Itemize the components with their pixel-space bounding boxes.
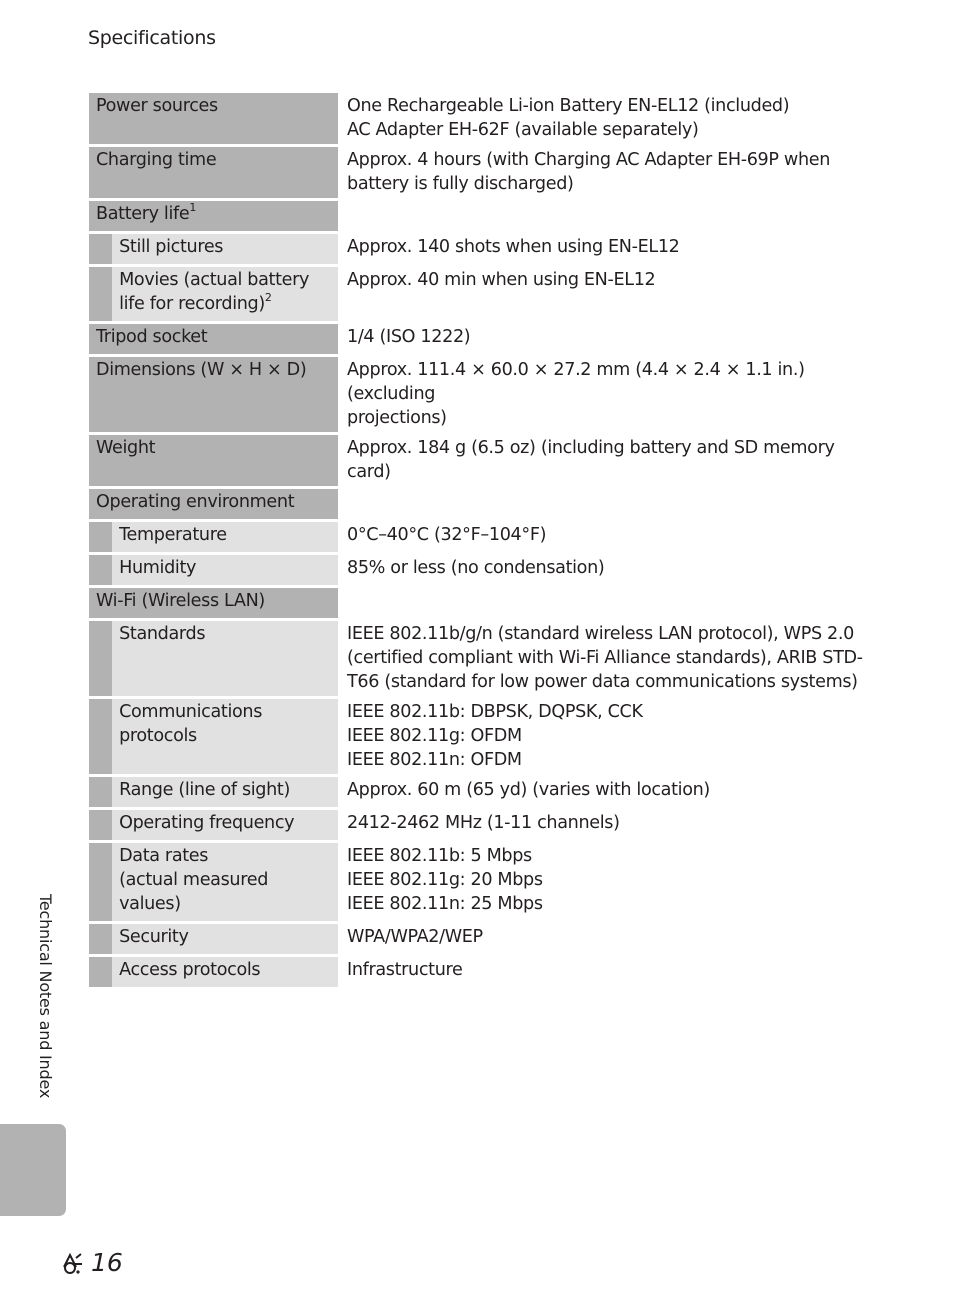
spec-value [347, 522, 875, 555]
spec-subrow-security [89, 924, 875, 957]
spec-value [347, 324, 875, 357]
spec-value [347, 777, 875, 810]
spec-value-line: IEEE 802.11b/g/n (standard wireless LAN protocol), WPS 2.0 [347, 624, 854, 644]
spec-subrow-operating-frequency [89, 810, 875, 843]
footnote-marker: 1 [189, 201, 196, 215]
spec-sublabel: Access protocols [112, 957, 338, 987]
spec-value-line: Approx. 60 m (65 yd) (varies with location) [347, 780, 710, 800]
spec-value [347, 924, 875, 957]
spec-value-line: IEEE 802.11g: 20 Mbps [347, 870, 543, 890]
spec-value-line: IEEE 802.11g: OFDM [347, 726, 522, 746]
spec-sublabel: Security [112, 924, 338, 957]
spec-label: Battery life$^1$ [89, 201, 338, 234]
spec-label: Charging time [89, 147, 338, 201]
spec-sublabel: Still pictures [112, 234, 338, 267]
spec-value [347, 843, 875, 924]
spec-value-line: One Rechargeable Li-ion Battery EN-EL12 (included) [347, 96, 790, 116]
spec-label: Dimensions (W × H × D) [89, 357, 338, 435]
spec-value-line: Approx. 40 min when using EN-EL12 [347, 270, 656, 290]
spec-value-line: 1/4 (ISO 1222) [347, 327, 471, 347]
spec-value [347, 555, 875, 588]
spec-row-weight [89, 435, 875, 489]
spec-label: Wi-Fi (Wireless LAN) [89, 588, 338, 621]
spec-sublabel: Data rates (actual measured values) [112, 843, 338, 924]
spec-subrow-data-rates [89, 843, 875, 924]
spec-subrow-movies [89, 267, 875, 324]
spec-label: Tripod socket [89, 324, 338, 357]
spec-row-tripod-socket [89, 324, 875, 357]
spec-value-line: Approx. 4 hours (with Charging AC Adapter EH-69P when [347, 150, 831, 170]
spec-sublabel: Humidity [112, 555, 338, 588]
spec-subrow-still-pictures [89, 234, 875, 267]
spec-subrow-standards [89, 621, 875, 699]
spec-label: Power sources [89, 93, 338, 147]
spec-label: Operating environment [89, 489, 338, 522]
reference-section-icon [60, 1250, 88, 1276]
spec-value [347, 234, 875, 267]
spec-value-line: WPA/WPA2/WEP [347, 927, 483, 947]
spec-value-line: Approx. 184 g (6.5 oz) (including battery and SD memory card) [347, 438, 835, 482]
spec-value-line: T66 (standard for low power data communications systems) [347, 672, 858, 692]
spec-value-line: battery is fully discharged) [347, 174, 574, 194]
spec-value-line: 85% or less (no condensation) [347, 558, 605, 578]
spec-row-battery-life [89, 201, 875, 234]
spec-value-line: 0°C–40°C (32°F–104°F) [347, 525, 547, 545]
spec-value [347, 435, 875, 489]
footnote-marker: 2 [264, 291, 272, 305]
spec-subrow-communications-protocols [89, 699, 875, 777]
spec-value-line: 2412-2462 MHz (1-11 channels) [347, 813, 620, 833]
spec-sublabel: Communications protocols [112, 699, 338, 777]
section-side-label: Technical Notes and Index [36, 894, 55, 1099]
spec-value [347, 357, 875, 435]
spec-label: Weight [89, 435, 338, 489]
spec-value [347, 267, 875, 324]
spec-value-line: Approx. 111.4 × 60.0 × 27.2 mm (4.4 × 2.4 × 1.1 in.) (excluding [347, 360, 805, 404]
spec-row-charging-time [89, 147, 875, 201]
spec-value-line: (certified compliant with Wi-Fi Alliance standards), ARIB STD- [347, 648, 863, 668]
spec-value-line: IEEE 802.11n: OFDM [347, 750, 522, 770]
spec-value [347, 810, 875, 843]
spec-value-line: AC Adapter EH-62F (available separately) [347, 120, 699, 140]
spec-row-wifi [89, 588, 875, 621]
spec-sublabel: Operating frequency [112, 810, 338, 843]
spec-value-line: IEEE 802.11n: 25 Mbps [347, 894, 543, 914]
spec-sublabel: Range (line of sight) [112, 777, 338, 810]
spec-value [347, 699, 875, 777]
spec-value [347, 957, 875, 987]
spec-value-line: IEEE 802.11b: DBPSK, DQPSK, CCK [347, 702, 643, 722]
spec-row-power-sources [89, 93, 875, 147]
section-side-tab [0, 1124, 66, 1216]
spec-subrow-access-protocols [89, 957, 875, 987]
spec-subrow-humidity [89, 555, 875, 588]
spec-value-line: Approx. 140 shots when using EN-EL12 [347, 237, 680, 257]
spec-value-line: Infrastructure [347, 960, 463, 980]
page-number [60, 1248, 123, 1277]
spec-row-operating-environment [89, 489, 875, 522]
spec-subrow-range [89, 777, 875, 810]
spec-row-dimensions [89, 357, 875, 435]
spec-value-line: projections) [347, 408, 447, 428]
spec-value-line: IEEE 802.11b: 5 Mbps [347, 846, 532, 866]
spec-value [347, 147, 875, 201]
spec-sublabel: Movies (actual battery life for recording)$^2$ [112, 267, 338, 324]
spec-subrow-temperature [89, 522, 875, 555]
spec-value [347, 93, 875, 147]
page-number-text: 16 [91, 1248, 123, 1277]
spec-value [347, 621, 875, 699]
page-title: Specifications [88, 27, 216, 49]
spec-sublabel: Temperature [112, 522, 338, 555]
specifications-table [89, 93, 875, 987]
spec-sublabel: Standards [112, 621, 338, 699]
